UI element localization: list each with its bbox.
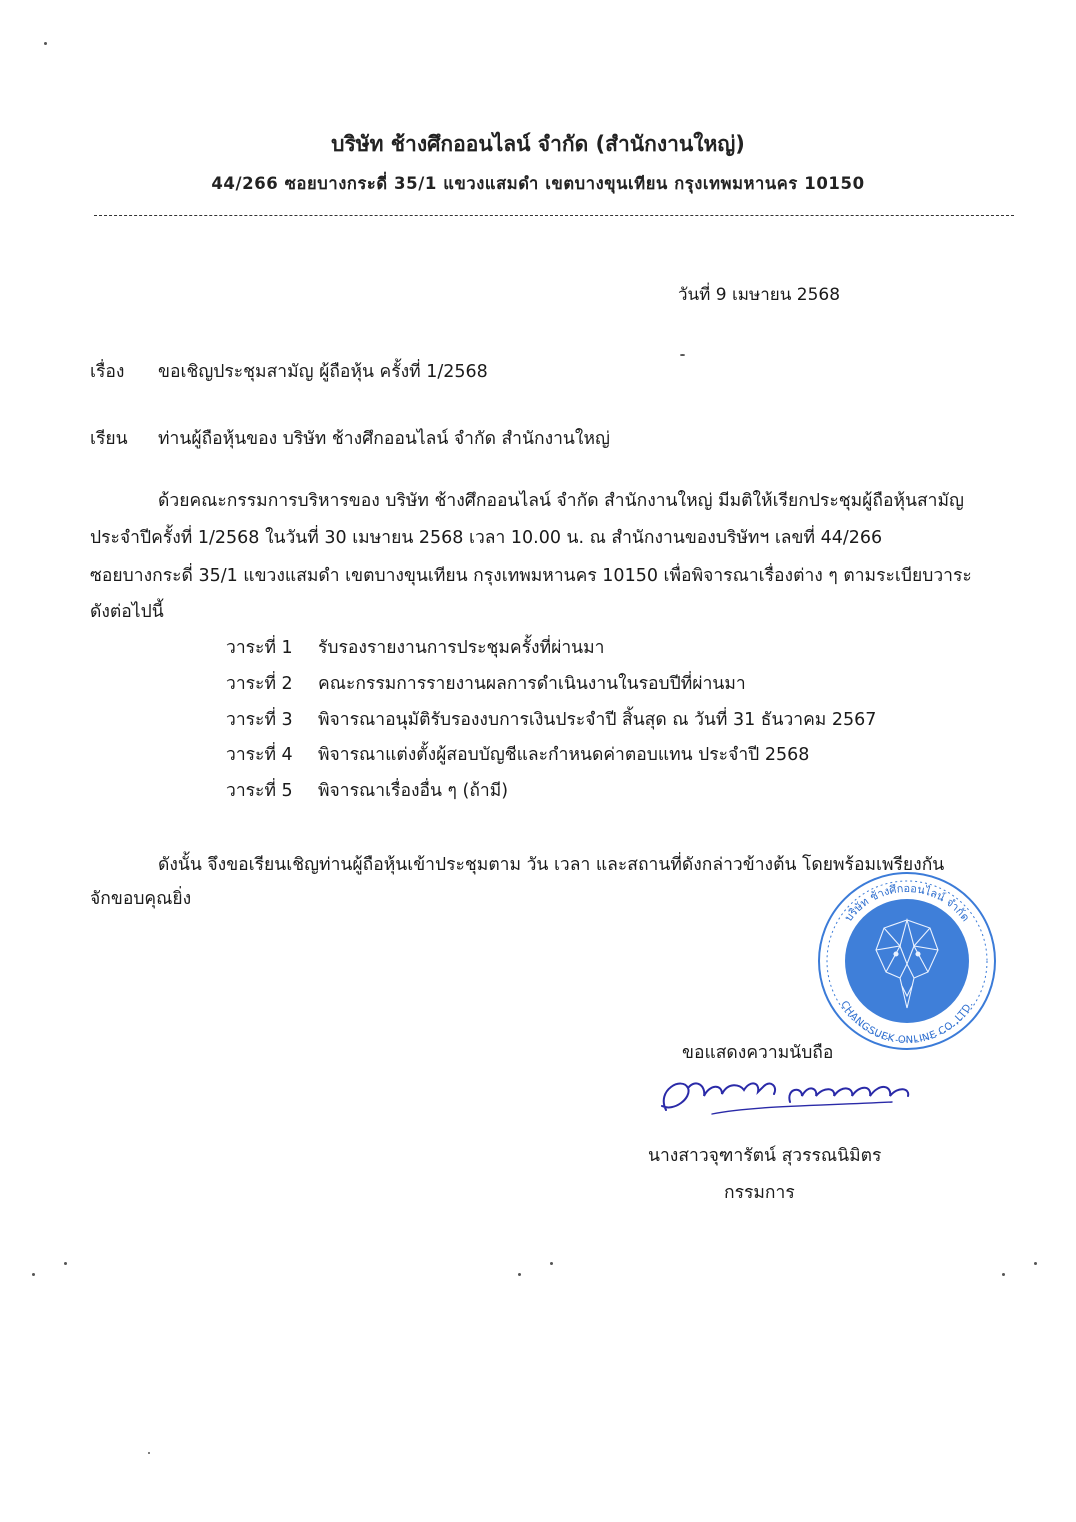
company-name: บริษัท ช้างศึกออนไลน์ จำกัด (สำนักงานใหญ่) [331,132,745,156]
header-divider [94,215,1014,216]
agenda-number: วาระที่ 2 [226,674,293,694]
agenda-text: พิจารณาเรื่องอื่น ๆ (ถ้ามี) [318,781,509,801]
agenda-text: คณะกรรมการรายงานผลการดำเนินงานในรอบปีที่ผ่านมา [318,674,746,694]
scan-speck [680,354,685,356]
scan-speck [64,1262,67,1265]
seal-thai-text: บริษัท ช้างศึกออนไลน์ จำกัด [841,881,973,924]
seal-english-text: CHANGSUEK ONLINE CO.,LTD. [838,999,976,1047]
signature [652,1066,922,1132]
body-line-3: ซอยบางกระดี่ 35/1 แขวงแสมดำ เขตบางขุนเทียน กรุงเทพมหานคร 10150 เพื่อพิจารณาเรื่องต่าง ๆ ตามระเบียบวาระ [90,566,972,586]
scan-speck [148,1452,150,1454]
body-line-2: ประจำปีครั้งที่ 1/2568 ในวันที่ 30 เมษายน 2568 เวลา 10.00 น. ณ สำนักงานของบริษัทฯ เลขที่ 44/266 [90,528,883,548]
agenda-number: วาระที่ 3 [226,710,293,730]
body-line-1: ด้วยคณะกรรมการบริหารของ บริษัท ช้างศึกออนไลน์ จำกัด สำนักงานใหญ่ มีมติให้เรียกประชุมผู้ถือหุ้นสามัญ [158,491,964,511]
signatory-name: นางสาวจุฑารัตน์ สุวรรณนิมิตร [648,1146,882,1166]
subject-text: ขอเชิญประชุมสามัญ ผู้ถือหุ้น ครั้งที่ 1/2568 [158,362,488,382]
conclusion-line-1: ดังนั้น จึงขอเรียนเชิญท่านผู้ถือหุ้นเข้าประชุมตาม วัน เวลา และสถานที่ดังกล่าวข้างต้น โดยพร้อมเพรียงกัน [158,855,945,875]
agenda-text: พิจารณาแต่งตั้งผู้สอบบัญชีและกำหนดค่าตอบแทน ประจำปี 2568 [318,745,810,765]
letter-date: วันที่ 9 เมษายน 2568 [678,285,841,305]
closing-phrase: ขอแสดงความนับถือ [682,1043,834,1063]
scan-speck [1002,1273,1005,1276]
scan-speck [1034,1262,1037,1265]
body-line-4: ดังต่อไปนี้ [90,602,164,622]
recipient-text: ท่านผู้ถือหุ้นของ บริษัท ช้างศึกออนไลน์ จำกัด สำนักงานใหญ่ [158,429,610,449]
agenda-text: พิจารณาอนุมัติรับรองงบการเงินประจำปี สิ้นสุด ณ วันที่ 31 ธันวาคม 2567 [318,710,877,730]
scan-speck [32,1273,35,1276]
company-seal [814,868,1000,1054]
scan-speck [550,1262,553,1265]
scan-speck [518,1273,521,1276]
scan-speck [44,42,47,45]
subject-label: เรื่อง [90,362,125,382]
agenda-number: วาระที่ 1 [226,638,293,658]
agenda-number: วาระที่ 5 [226,781,293,801]
company-address: 44/266 ซอยบางกระดี่ 35/1 แขวงแสมดำ เขตบางขุนเทียน กรุงเทพมหานคร 10150 [211,174,865,193]
agenda-number: วาระที่ 4 [226,745,293,765]
recipient-label: เรียน [90,429,128,449]
conclusion-line-2: จักขอบคุณยิ่ง [90,889,192,909]
agenda-text: รับรองรายงานการประชุมครั้งที่ผ่านมา [318,638,605,658]
signatory-position: กรรมการ [724,1183,795,1203]
